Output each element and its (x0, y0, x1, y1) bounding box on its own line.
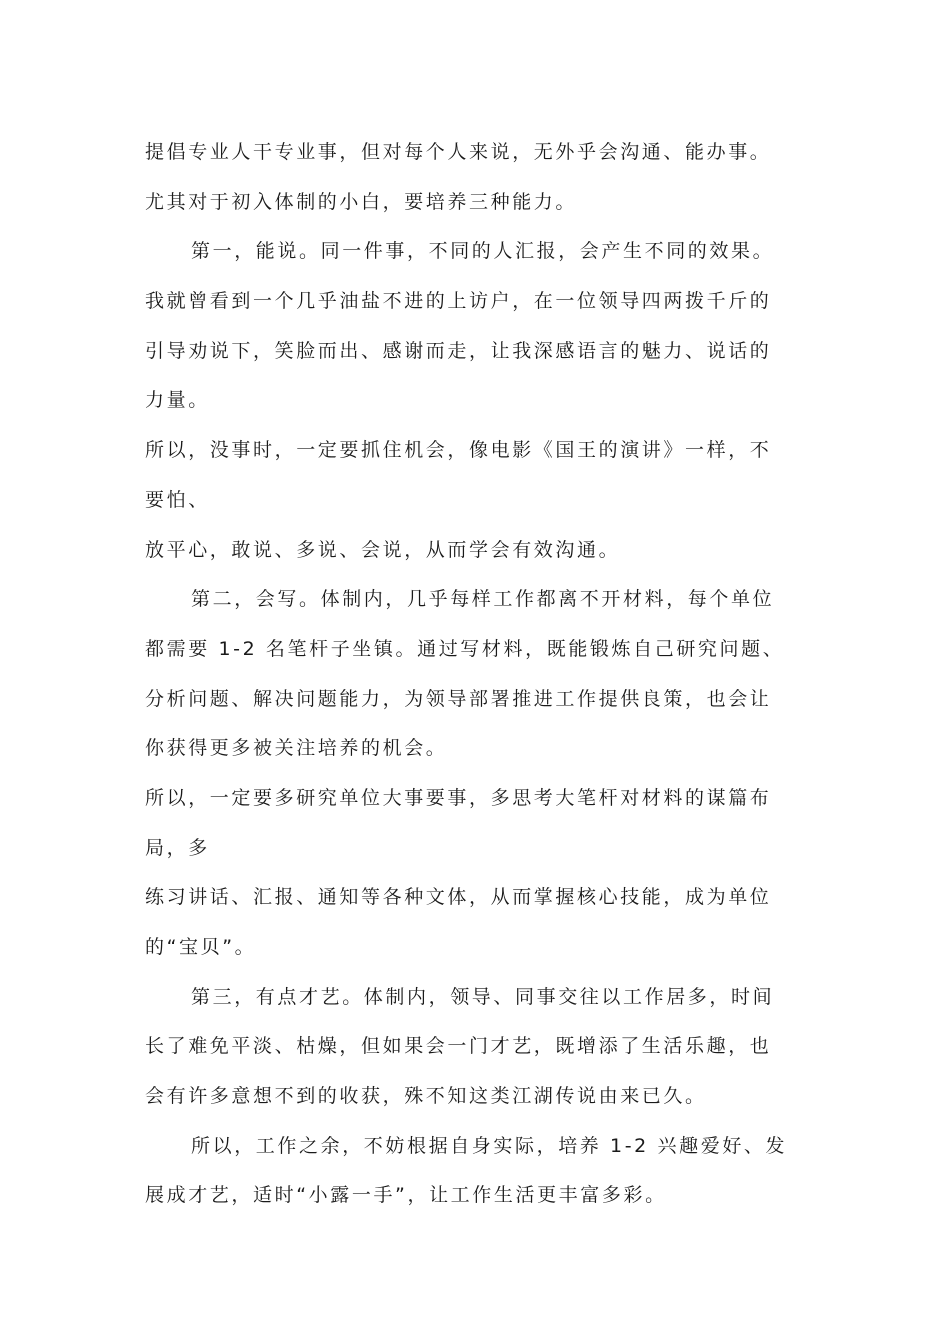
text-line: 你获得更多被关注培养的机会。 (145, 737, 448, 760)
text-line: 尤其对于初入体制的小白，要培养三种能力。 (145, 190, 578, 213)
text-line: 我就曾看到一个几乎油盐不进的上访户，在一位领导四两拨千斤的 (145, 290, 772, 313)
text-line: 展成才艺，适时“小露一手”，让工作生活更丰富多彩。 (145, 1184, 667, 1207)
text-line: 分析问题、解决问题能力，为领导部署推进工作提供良策，也会让 (145, 687, 772, 710)
text-line: 都需要 1-2 名笔杆子坐镇。通过写材料，既能锻炼自己研究问题、 (145, 637, 785, 660)
text-line: 力量。 (145, 389, 210, 412)
text-line: 长了难免平淡、枯燥，但如果会一门才艺，既增添了生活乐趣，也 (145, 1035, 772, 1058)
paragraph-first-line: 所以，工作之余，不妨根据自身实际，培养 1-2 兴趣爱好、发 (191, 1134, 788, 1157)
text-line: 练习讲话、汇报、通知等各种文体，从而掌握核心技能，成为单位 (145, 886, 772, 909)
text-line: 所以，没事时，一定要抓住机会，像电影《国王的演讲》一样，不 (145, 439, 772, 462)
document-body (145, 128, 810, 1221)
text-line: 要怕、 (145, 488, 210, 511)
text-line: 会有许多意想不到的收获，殊不知这类江湖传说由来已久。 (145, 1085, 707, 1108)
paragraph-first-line: 第二，会写。体制内，几乎每样工作都离不开材料，每个单位 (191, 588, 775, 611)
text-line: 引导劝说下，笑脸而出、感谢而走，让我深感语言的魅力、说话的 (145, 339, 772, 362)
text-line: 的“宝贝”。 (145, 936, 257, 958)
paragraph-first-line: 第三，有点才艺。体制内，领导、同事交往以工作居多，时间 (191, 985, 775, 1008)
text-line: 提倡专业人干专业事，但对每个人来说，无外乎会沟通、能办事。 (145, 141, 772, 163)
paragraph-first-line: 第一，能说。同一件事，不同的人汇报，会产生不同的效果。 (191, 240, 775, 263)
text-line: 放平心，敢说、多说、会说，从而学会有效沟通。 (145, 538, 621, 561)
text-line: 局，多 (145, 836, 210, 859)
text-line: 所以，一定要多研究单位大事要事，多思考大笔杆对材料的谋篇布 (145, 786, 772, 809)
